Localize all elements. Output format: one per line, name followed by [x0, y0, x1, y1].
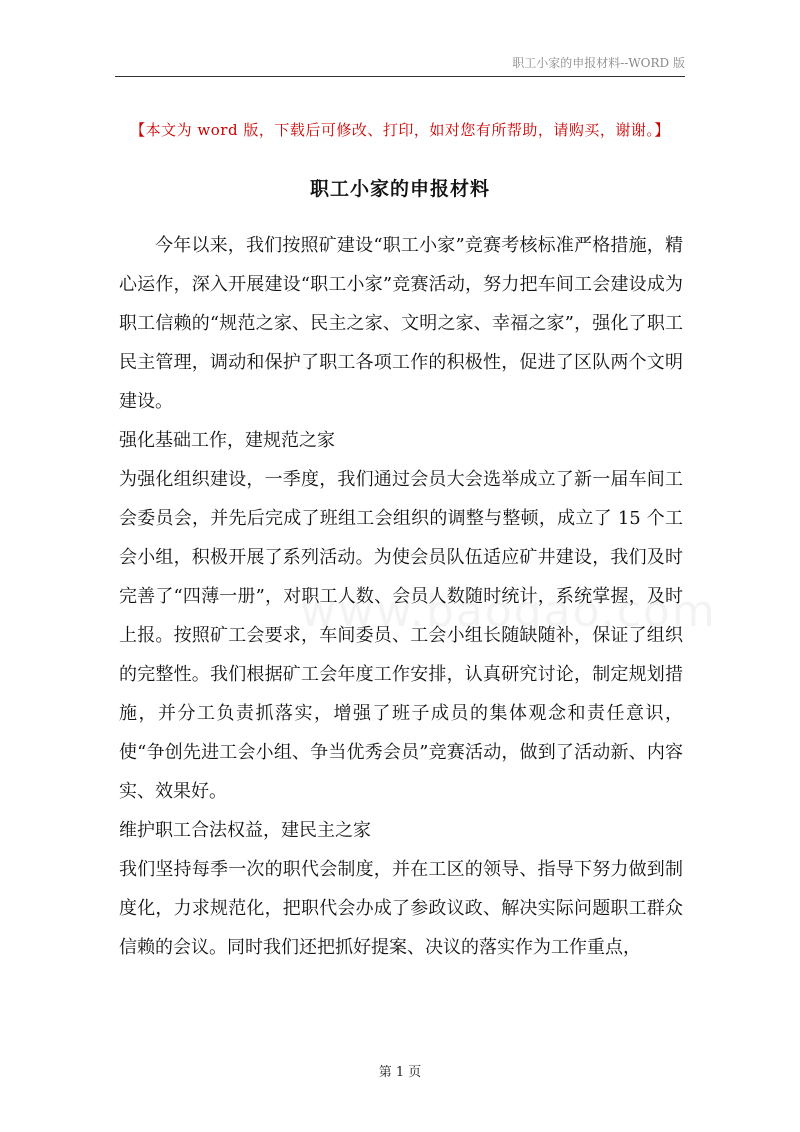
document-title: 职工小家的申报材料 [309, 178, 490, 200]
download-notice: 【本文为 word 版，下载后可修改、打印，如对您有所帮助，请购买，谢谢。】 [130, 121, 670, 139]
header-text: 职工小家的申报材料--WORD 版 [512, 56, 685, 70]
section-heading-standard-home: 强化基础工作，建规范之家 [119, 430, 335, 451]
page-number: 第 1 页 [378, 1065, 422, 1080]
body-paragraph: 为强化组织建设，一季度，我们通过会员大会选举成立了新一届车间工会委员会，并先后完成了班组工会组织的调整与整顿，成立了 15 个工会小组，积极开展了系列活动。为使会员队伍适应矿井建设，我们及时完善了“四薄一册”，对职工人数、会员人数随时统计，系统掌握，及时上报。按照矿工会要求，车间委员、工会小组长随缺随补，保证了组织的完整性。我们根据矿工会年度工作安排，认真研究讨论，制定规划措施，并分工负责抓落实，增强了班子成员的集体观念和责任意识，使“争创先进工会小组、争当优秀会员”竞赛活动，做到了活动新、内容实、效果好。 [119, 469, 683, 802]
intro-paragraph: 今年以来，我们按照矿建设“职工小家”竞赛考核标准严格措施，精心运作，深入开展建设“职工小家”竞赛活动，努力把车间工会建设成为职工信赖的“规范之家、民主之家、文明之家、幸福之家”，强化了职工民主管理，调动和保护了职工各项工作的积极性，促进了区队两个文明建设。 [119, 235, 683, 412]
document-body [119, 226, 683, 967]
body-paragraph: 我们坚持每季一次的职代会制度，并在工区的领导、指导下努力做到制度化，力求规范化，把职代会办成了参政议政、解决实际问题职工群众信赖的会议。同时我们还把抓好提案、决议的落实作为工作重点， [119, 859, 683, 958]
section-heading-democratic-home: 维护职工合法权益，建民主之家 [119, 820, 371, 841]
page-header [115, 52, 685, 77]
